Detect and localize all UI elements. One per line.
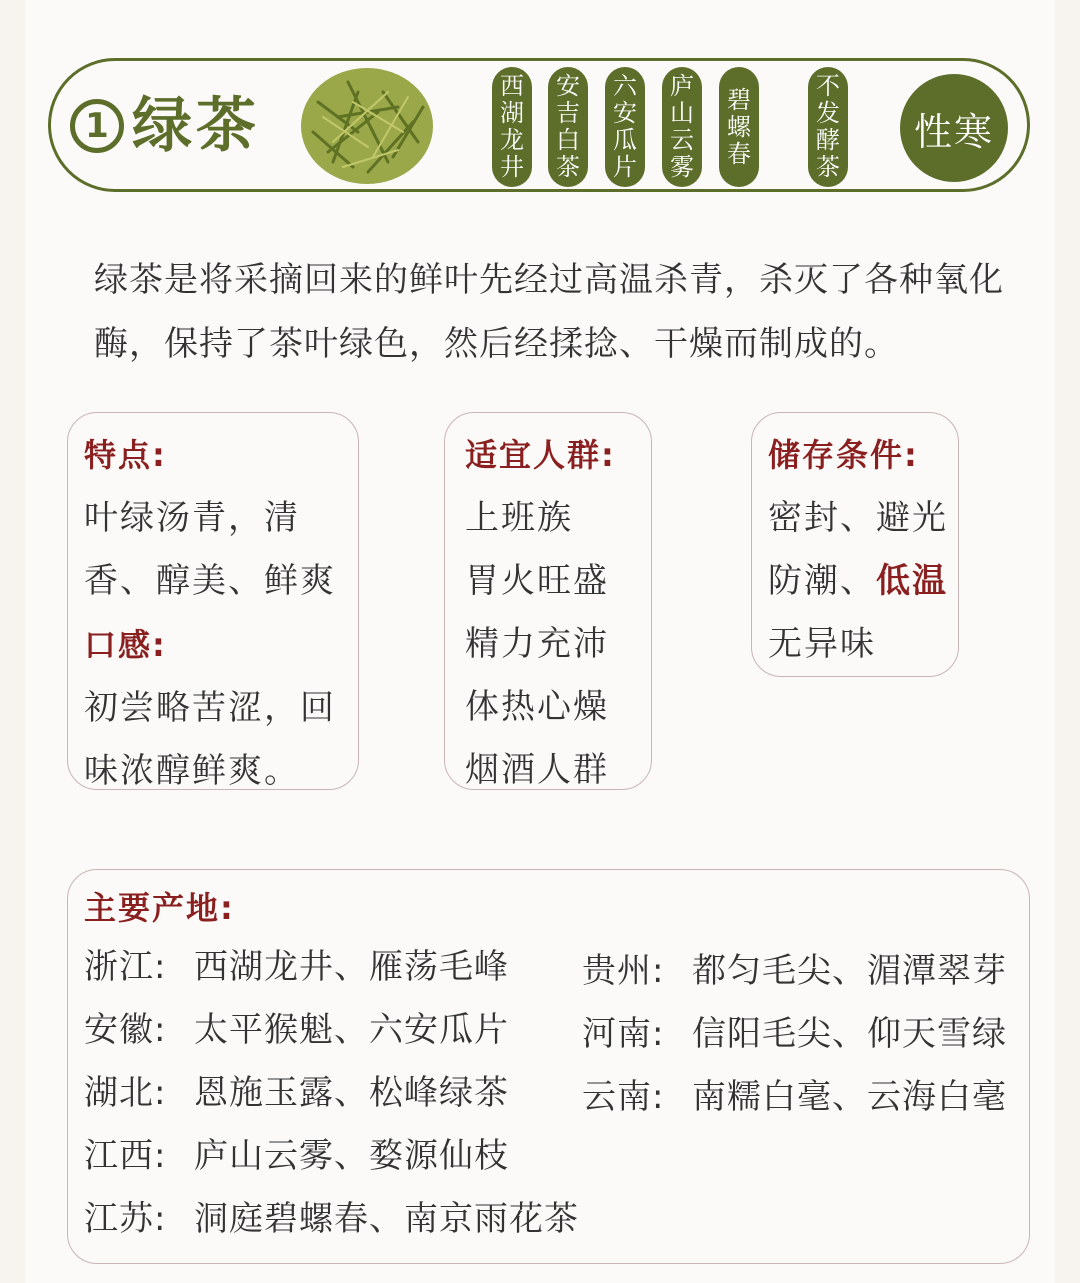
suitable-item: 烟酒人群	[465, 750, 609, 790]
taste-line: 初尝略苦涩，回	[84, 688, 336, 728]
origin-teas: 南糯白毫、云海白毫	[692, 1077, 1007, 1117]
features-line: 叶绿汤青，清	[84, 498, 300, 538]
origins-card	[67, 869, 1030, 1264]
features-card	[67, 412, 359, 790]
suitable-item: 精力充沛	[465, 624, 609, 664]
origin-row	[84, 1188, 579, 1251]
variety-pill: 西 湖 龙 井	[492, 67, 532, 187]
origin-region: 贵州:	[582, 951, 665, 991]
variety-pill: 碧 螺 春	[719, 67, 759, 187]
features-line: 香、醇美、鲜爽	[84, 561, 336, 601]
features-heading: 特点:	[84, 436, 167, 474]
variety-pill: 六 安 瓜 片	[605, 67, 645, 187]
variety-pill: 安 吉 白 茶	[548, 67, 588, 187]
origin-region: 江苏:	[84, 1199, 167, 1239]
title-group	[70, 88, 260, 164]
origin-row	[84, 936, 579, 999]
origin-teas: 太平猴魁、六安瓜片	[194, 1010, 509, 1050]
tea-leaves-image	[298, 62, 436, 188]
origin-teas: 西湖龙井、雁荡毛峰	[194, 947, 509, 987]
suitable-item: 上班族	[465, 498, 573, 538]
origin-row	[582, 1066, 1007, 1129]
suitable-item: 胃火旺盛	[465, 561, 609, 601]
variety-pill: 庐 山 云 雾	[662, 67, 702, 187]
storage-line	[768, 550, 958, 613]
origin-row	[84, 1125, 579, 1188]
origin-teas: 恩施玉露、松峰绿茶	[194, 1073, 509, 1113]
origin-region: 浙江:	[84, 947, 167, 987]
section-number: 1	[70, 99, 124, 153]
origins-heading: 主要产地:	[84, 889, 235, 927]
origin-teas: 庐山云雾、婺源仙枝	[194, 1136, 509, 1176]
origin-region: 云南:	[582, 1077, 665, 1117]
fermentation-pill: 不 发 酵 茶	[808, 67, 848, 187]
origins-right-column	[582, 940, 1007, 1129]
taste-line: 味浓醇鲜爽。	[84, 751, 300, 791]
origin-row	[84, 999, 579, 1062]
origin-row	[582, 1003, 1007, 1066]
origin-region: 河南:	[582, 1014, 665, 1054]
origins-left-column	[84, 936, 579, 1251]
suitable-heading: 适宜人群:	[465, 436, 616, 474]
page-title: 绿茶	[132, 91, 260, 161]
storage-line: 无异味	[768, 624, 876, 664]
origin-region: 江西:	[84, 1136, 167, 1176]
origin-teas: 洞庭碧螺春、南京雨花茶	[194, 1199, 579, 1239]
intro-paragraph: 绿茶是将采摘回来的鲜叶先经过高温杀青，杀灭了各种氧化酶，保持了茶叶绿色，然后经揉捻、干燥而制成的。	[94, 260, 1004, 364]
suitable-card	[444, 412, 652, 790]
storage-card	[751, 412, 959, 677]
origin-teas: 信阳毛尖、仰天雪绿	[692, 1014, 1007, 1054]
nature-badge: 性寒	[900, 74, 1008, 182]
origin-row	[582, 940, 1007, 1003]
storage-text: 防潮、	[768, 561, 876, 601]
origin-teas: 都匀毛尖、湄潭翠芽	[692, 951, 1007, 991]
origin-region: 湖北:	[84, 1073, 167, 1113]
suitable-item: 体热心燥	[465, 687, 609, 727]
origin-region: 安徽:	[84, 1010, 167, 1050]
storage-highlight: 低温	[876, 561, 948, 601]
storage-heading: 储存条件:	[768, 436, 919, 474]
origin-row	[84, 1062, 579, 1125]
taste-heading: 口感:	[84, 626, 167, 664]
storage-line: 密封、避光	[768, 498, 948, 538]
